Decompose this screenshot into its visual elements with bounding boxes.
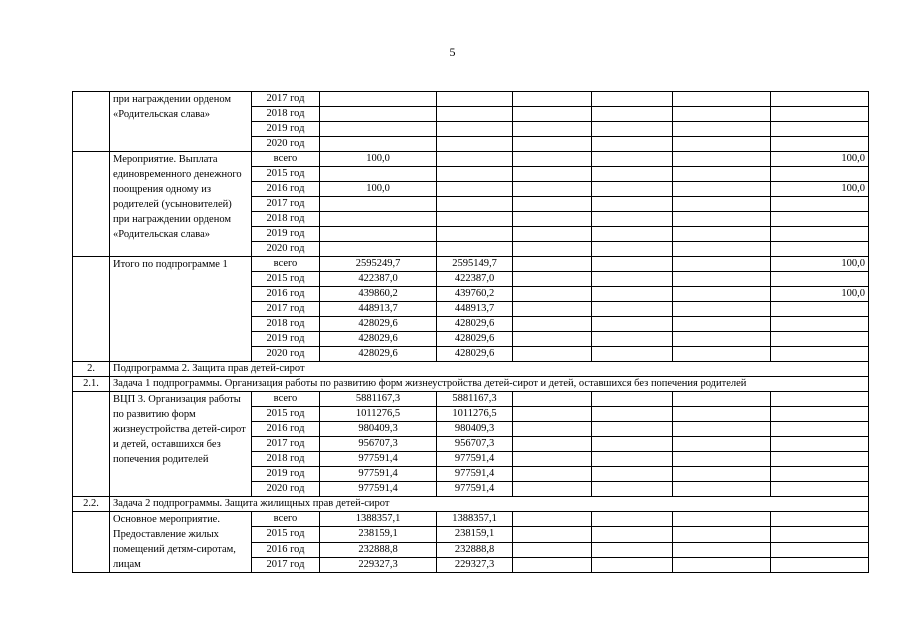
- row-number-cell: [73, 92, 110, 152]
- empty-cell: [592, 152, 673, 167]
- section-number: 2.2.: [73, 497, 110, 512]
- row-number-cell: [73, 512, 110, 573]
- program-name-cell: Основное мероприятие. Предоставление жилых помещений детям-сиротам, лицам: [110, 512, 252, 573]
- empty-cell: [513, 317, 592, 332]
- empty-cell: [513, 242, 592, 257]
- empty-cell: [513, 437, 592, 452]
- year-cell: 2015 год: [252, 272, 320, 287]
- empty-cell: [673, 332, 771, 347]
- total-value-cell: 439860,2: [320, 287, 437, 302]
- empty-cell: [592, 542, 673, 557]
- budget-value-cell: 448913,7: [437, 302, 513, 317]
- empty-cell: [513, 122, 592, 137]
- section-title: Задача 1 подпрограммы. Организация работы по развитию форм жизнеустройства детей-сирот и детей, оставшихся без попечения родителей: [110, 377, 869, 392]
- budget-value-cell: 2595149,7: [437, 257, 513, 272]
- year-cell: 2017 год: [252, 437, 320, 452]
- other-source-value-cell: [771, 317, 869, 332]
- row-number-cell: [73, 152, 110, 257]
- year-cell: 2015 год: [252, 527, 320, 542]
- other-source-value-cell: [771, 512, 869, 527]
- empty-cell: [513, 527, 592, 542]
- empty-cell: [592, 212, 673, 227]
- empty-cell: [673, 407, 771, 422]
- table-row: [73, 92, 869, 107]
- budget-value-cell: 232888,8: [437, 542, 513, 557]
- empty-cell: [513, 182, 592, 197]
- empty-cell: [592, 167, 673, 182]
- empty-cell: [592, 302, 673, 317]
- other-source-value-cell: [771, 452, 869, 467]
- budget-table: [72, 91, 869, 573]
- year-cell: всего: [252, 512, 320, 527]
- budget-value-cell: 428029,6: [437, 332, 513, 347]
- total-value-cell: 422387,0: [320, 272, 437, 287]
- section-header-row: [73, 497, 869, 512]
- other-source-value-cell: [771, 92, 869, 107]
- year-cell: 2019 год: [252, 122, 320, 137]
- empty-cell: [673, 272, 771, 287]
- total-value-cell: [320, 212, 437, 227]
- other-source-value-cell: [771, 347, 869, 362]
- other-source-value-cell: [771, 137, 869, 152]
- budget-value-cell: 977591,4: [437, 452, 513, 467]
- empty-cell: [673, 557, 771, 572]
- empty-cell: [592, 332, 673, 347]
- budget-value-cell: [437, 92, 513, 107]
- table-row: [73, 152, 869, 167]
- empty-cell: [513, 452, 592, 467]
- empty-cell: [513, 107, 592, 122]
- empty-cell: [513, 287, 592, 302]
- section-number: 2.: [73, 362, 110, 377]
- row-number-cell: [73, 257, 110, 362]
- table-body: [73, 92, 869, 573]
- year-cell: 2016 год: [252, 182, 320, 197]
- section-title: Задача 2 подпрограммы. Защита жилищных прав детей-сирот: [110, 497, 869, 512]
- total-value-cell: 448913,7: [320, 302, 437, 317]
- table-row: [73, 512, 869, 527]
- year-cell: 2015 год: [252, 407, 320, 422]
- year-cell: 2016 год: [252, 422, 320, 437]
- other-source-value-cell: [771, 332, 869, 347]
- other-source-value-cell: [771, 242, 869, 257]
- empty-cell: [673, 317, 771, 332]
- other-source-value-cell: [771, 557, 869, 572]
- year-cell: 2017 год: [252, 557, 320, 572]
- empty-cell: [592, 92, 673, 107]
- year-cell: 2020 год: [252, 242, 320, 257]
- budget-value-cell: 956707,3: [437, 437, 513, 452]
- year-cell: 2018 год: [252, 452, 320, 467]
- budget-value-cell: 238159,1: [437, 527, 513, 542]
- page-number: 5: [449, 45, 456, 59]
- year-cell: 2018 год: [252, 212, 320, 227]
- other-source-value-cell: [771, 542, 869, 557]
- empty-cell: [592, 482, 673, 497]
- total-value-cell: [320, 242, 437, 257]
- empty-cell: [513, 152, 592, 167]
- program-name-cell: ВЦП 3. Организация работы по развитию форм жизнеустройства детей-сирот и детей, оставшихся без попечения родителей: [110, 392, 252, 497]
- other-source-value-cell: [771, 467, 869, 482]
- budget-value-cell: 977591,4: [437, 482, 513, 497]
- empty-cell: [513, 272, 592, 287]
- budget-value-cell: 428029,6: [437, 317, 513, 332]
- empty-cell: [513, 347, 592, 362]
- other-source-value-cell: [771, 197, 869, 212]
- other-source-value-cell: [771, 392, 869, 407]
- year-cell: 2017 год: [252, 197, 320, 212]
- empty-cell: [513, 212, 592, 227]
- section-number: 2.1.: [73, 377, 110, 392]
- total-value-cell: 229327,3: [320, 557, 437, 572]
- year-cell: 2017 год: [252, 302, 320, 317]
- budget-value-cell: [437, 167, 513, 182]
- empty-cell: [673, 512, 771, 527]
- empty-cell: [673, 287, 771, 302]
- total-value-cell: 977591,4: [320, 482, 437, 497]
- program-name-cell: Мероприятие. Выплата единовременного денежного поощрения одному из родителей (усыновителей) при награждении орденом «Родительская слава»: [110, 152, 252, 257]
- total-value-cell: 1388357,1: [320, 512, 437, 527]
- empty-cell: [592, 347, 673, 362]
- budget-value-cell: 1011276,5: [437, 407, 513, 422]
- empty-cell: [513, 167, 592, 182]
- empty-cell: [673, 347, 771, 362]
- empty-cell: [513, 92, 592, 107]
- table-row: [73, 257, 869, 272]
- empty-cell: [673, 257, 771, 272]
- empty-cell: [592, 257, 673, 272]
- empty-cell: [513, 407, 592, 422]
- total-value-cell: [320, 107, 437, 122]
- year-cell: 2018 год: [252, 317, 320, 332]
- budget-value-cell: [437, 212, 513, 227]
- empty-cell: [592, 437, 673, 452]
- budget-value-cell: 229327,3: [437, 557, 513, 572]
- total-value-cell: [320, 167, 437, 182]
- empty-cell: [592, 452, 673, 467]
- budget-value-cell: [437, 107, 513, 122]
- other-source-value-cell: 100,0: [771, 257, 869, 272]
- empty-cell: [673, 152, 771, 167]
- other-source-value-cell: 100,0: [771, 152, 869, 167]
- budget-value-cell: [437, 242, 513, 257]
- year-cell: всего: [252, 392, 320, 407]
- empty-cell: [592, 392, 673, 407]
- empty-cell: [592, 197, 673, 212]
- empty-cell: [592, 227, 673, 242]
- budget-value-cell: [437, 137, 513, 152]
- section-header-row: [73, 362, 869, 377]
- program-name-cell: при награждении орденом «Родительская слава»: [110, 92, 252, 152]
- budget-value-cell: [437, 182, 513, 197]
- empty-cell: [673, 197, 771, 212]
- empty-cell: [592, 137, 673, 152]
- empty-cell: [673, 422, 771, 437]
- year-cell: всего: [252, 152, 320, 167]
- empty-cell: [513, 512, 592, 527]
- total-value-cell: 2595249,7: [320, 257, 437, 272]
- empty-cell: [513, 467, 592, 482]
- empty-cell: [673, 482, 771, 497]
- budget-value-cell: [437, 227, 513, 242]
- other-source-value-cell: [771, 227, 869, 242]
- year-cell: 2018 год: [252, 107, 320, 122]
- total-value-cell: [320, 197, 437, 212]
- total-value-cell: 428029,6: [320, 332, 437, 347]
- total-value-cell: 428029,6: [320, 317, 437, 332]
- other-source-value-cell: [771, 107, 869, 122]
- other-source-value-cell: [771, 422, 869, 437]
- empty-cell: [673, 92, 771, 107]
- empty-cell: [673, 182, 771, 197]
- empty-cell: [673, 392, 771, 407]
- empty-cell: [592, 422, 673, 437]
- other-source-value-cell: [771, 482, 869, 497]
- year-cell: 2019 год: [252, 467, 320, 482]
- total-value-cell: 977591,4: [320, 452, 437, 467]
- empty-cell: [673, 242, 771, 257]
- budget-value-cell: [437, 197, 513, 212]
- year-cell: 2015 год: [252, 167, 320, 182]
- empty-cell: [673, 542, 771, 557]
- year-cell: 2016 год: [252, 542, 320, 557]
- empty-cell: [592, 107, 673, 122]
- empty-cell: [673, 437, 771, 452]
- year-cell: 2020 год: [252, 137, 320, 152]
- year-cell: 2019 год: [252, 227, 320, 242]
- empty-cell: [592, 467, 673, 482]
- other-source-value-cell: [771, 167, 869, 182]
- empty-cell: [513, 392, 592, 407]
- budget-value-cell: [437, 152, 513, 167]
- budget-value-cell: 439760,2: [437, 287, 513, 302]
- year-cell: 2020 год: [252, 482, 320, 497]
- program-name-cell: Итого по подпрограмме 1: [110, 257, 252, 362]
- empty-cell: [673, 212, 771, 227]
- other-source-value-cell: [771, 272, 869, 287]
- empty-cell: [513, 227, 592, 242]
- year-cell: 2016 год: [252, 287, 320, 302]
- empty-cell: [673, 467, 771, 482]
- empty-cell: [513, 482, 592, 497]
- empty-cell: [513, 302, 592, 317]
- empty-cell: [673, 452, 771, 467]
- empty-cell: [673, 527, 771, 542]
- empty-cell: [592, 557, 673, 572]
- empty-cell: [592, 512, 673, 527]
- total-value-cell: [320, 122, 437, 137]
- other-source-value-cell: 100,0: [771, 287, 869, 302]
- total-value-cell: 238159,1: [320, 527, 437, 542]
- total-value-cell: 232888,8: [320, 542, 437, 557]
- total-value-cell: [320, 227, 437, 242]
- empty-cell: [513, 257, 592, 272]
- total-value-cell: 956707,3: [320, 437, 437, 452]
- section-header-row: [73, 377, 869, 392]
- other-source-value-cell: [771, 122, 869, 137]
- year-cell: 2020 год: [252, 347, 320, 362]
- empty-cell: [673, 107, 771, 122]
- total-value-cell: [320, 137, 437, 152]
- empty-cell: [673, 167, 771, 182]
- empty-cell: [592, 317, 673, 332]
- budget-value-cell: 422387,0: [437, 272, 513, 287]
- total-value-cell: 1011276,5: [320, 407, 437, 422]
- empty-cell: [673, 137, 771, 152]
- empty-cell: [673, 122, 771, 137]
- other-source-value-cell: [771, 212, 869, 227]
- total-value-cell: 428029,6: [320, 347, 437, 362]
- total-value-cell: 977591,4: [320, 467, 437, 482]
- total-value-cell: 100,0: [320, 152, 437, 167]
- empty-cell: [592, 272, 673, 287]
- other-source-value-cell: 100,0: [771, 182, 869, 197]
- empty-cell: [592, 182, 673, 197]
- empty-cell: [592, 407, 673, 422]
- budget-value-cell: [437, 122, 513, 137]
- empty-cell: [592, 242, 673, 257]
- budget-value-cell: 1388357,1: [437, 512, 513, 527]
- total-value-cell: 980409,3: [320, 422, 437, 437]
- other-source-value-cell: [771, 407, 869, 422]
- empty-cell: [513, 332, 592, 347]
- budget-value-cell: 980409,3: [437, 422, 513, 437]
- year-cell: всего: [252, 257, 320, 272]
- total-value-cell: 5881167,3: [320, 392, 437, 407]
- empty-cell: [592, 287, 673, 302]
- total-value-cell: 100,0: [320, 182, 437, 197]
- empty-cell: [673, 302, 771, 317]
- section-title: Подпрограмма 2. Защита прав детей-сирот: [110, 362, 869, 377]
- total-value-cell: [320, 92, 437, 107]
- table-row: [73, 392, 869, 407]
- empty-cell: [673, 227, 771, 242]
- empty-cell: [513, 542, 592, 557]
- budget-value-cell: 5881167,3: [437, 392, 513, 407]
- year-cell: 2019 год: [252, 332, 320, 347]
- empty-cell: [513, 557, 592, 572]
- other-source-value-cell: [771, 527, 869, 542]
- empty-cell: [592, 122, 673, 137]
- empty-cell: [513, 197, 592, 212]
- other-source-value-cell: [771, 302, 869, 317]
- empty-cell: [513, 137, 592, 152]
- empty-cell: [592, 527, 673, 542]
- year-cell: 2017 год: [252, 92, 320, 107]
- empty-cell: [513, 422, 592, 437]
- budget-value-cell: 428029,6: [437, 347, 513, 362]
- row-number-cell: [73, 392, 110, 497]
- other-source-value-cell: [771, 437, 869, 452]
- budget-value-cell: 977591,4: [437, 467, 513, 482]
